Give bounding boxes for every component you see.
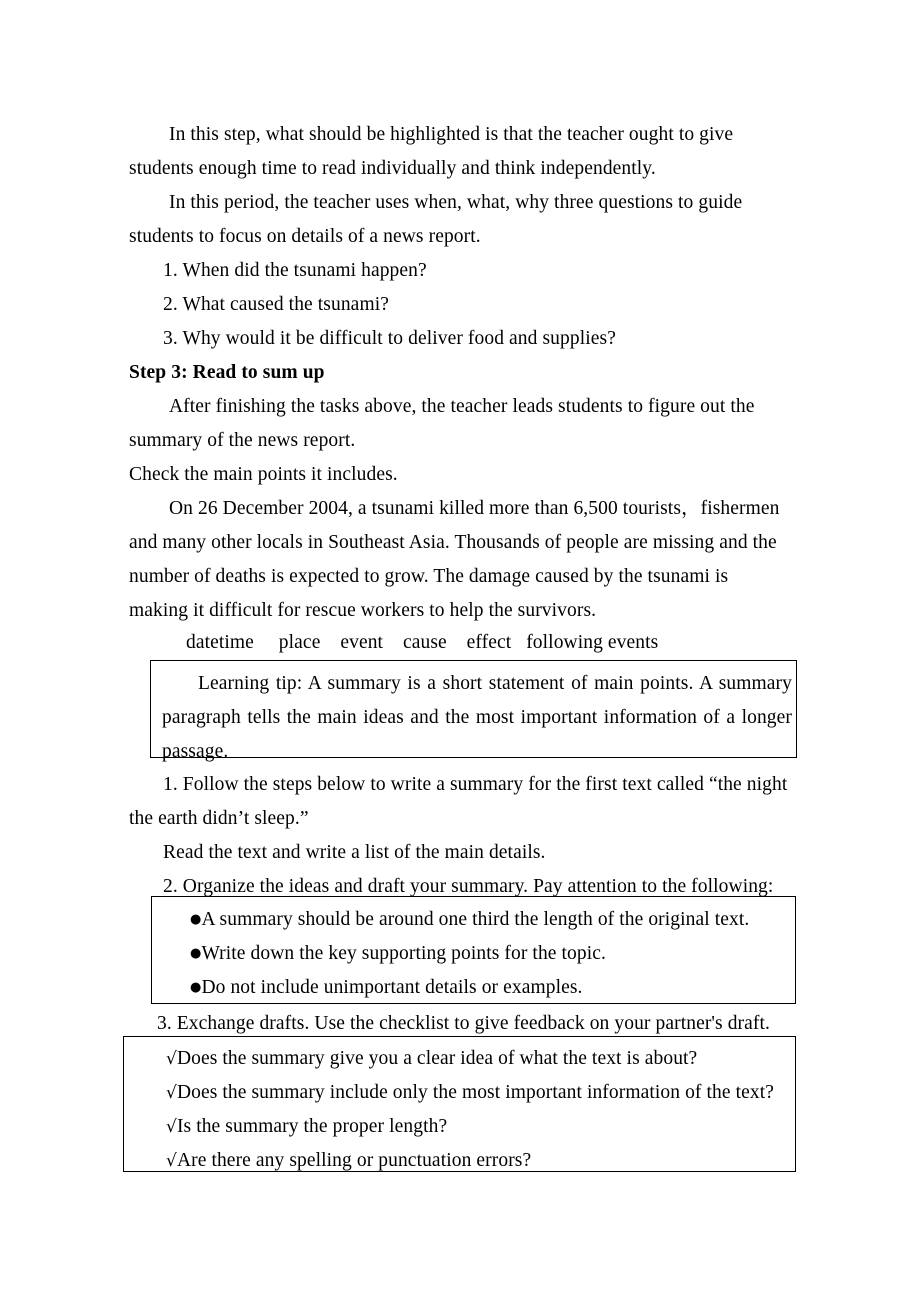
checklist-text-1: Does the summary give you a clear idea of what the text is about? — [176, 1048, 698, 1069]
task-two-instruction: 2. Organize the ideas and draft your summary. Pay attention to the following: — [163, 876, 774, 897]
paragraph-period: In this period, the teacher uses when, what, why three questions to guide students to focus on details of a news report. — [129, 192, 743, 247]
draft-tips-box — [151, 896, 796, 1004]
draft-tip-item-1 — [190, 908, 749, 932]
paragraph-after-tasks: After finishing the tasks above, the teacher leads students to figure out the summary of the news report. — [129, 396, 755, 451]
learning-tip-text: Learning tip: A summary is a short statement of main points. A summary paragraph tells the main ideas and the most important information of a longer passage. — [162, 673, 792, 762]
check-mark-icon: √ — [166, 1083, 177, 1103]
document-body — [129, 118, 791, 658]
paragraph-highlight: In this step, what should be highlighted is that the teacher ought to give students enough time to read individually and think independently. — [129, 124, 734, 179]
checklist-text-3: Is the summary the proper length? — [176, 1116, 448, 1137]
step-3-heading: Step 3: Read to sum up — [129, 362, 325, 383]
checklist-item-2 — [166, 1081, 774, 1105]
draft-tip-item-3 — [190, 976, 583, 1000]
guiding-question-2: 2. What caused the tsunami? — [163, 294, 389, 315]
checklist-item-3 — [166, 1115, 447, 1139]
checklist-item-1 — [166, 1047, 697, 1071]
check-mark-icon: √ — [166, 1151, 177, 1171]
bullet-icon: ● — [190, 946, 202, 961]
task-one-instruction: 1. Follow the steps below to write a summary for the first text called “the night the earth didn’t sleep.” — [129, 774, 788, 829]
bullet-icon: ● — [190, 980, 202, 995]
draft-tip-text-1: A summary should be around one third the length of the original text. — [201, 909, 750, 930]
guiding-question-1: 1. When did the tsunami happen? — [163, 260, 427, 281]
task-one-note: Read the text and write a list of the main details. — [163, 842, 546, 863]
draft-tip-text-2: Write down the key supporting points for the topic. — [201, 943, 606, 964]
check-mark-icon: √ — [166, 1117, 177, 1137]
paragraph-summary-model: On 26 December 2004, a tsunami killed more than 6,500 tourists，fishermen and many other locals in Southeast Asia. Thousands of people are missing and the number of deaths is expected to grow. The damage caused by the tsunami is making it difficult for rescue workers to help the survivors. — [129, 498, 780, 621]
learning-tip-box — [150, 660, 797, 762]
bullet-icon: ● — [190, 912, 202, 927]
draft-tip-item-2 — [190, 942, 606, 966]
draft-tip-text-3: Do not include unimportant details or examples. — [201, 977, 583, 998]
guiding-question-3: 3. Why would it be difficult to deliver food and supplies? — [163, 328, 616, 349]
check-mark-icon: √ — [166, 1049, 177, 1069]
task-one-group — [129, 768, 791, 904]
paragraph-check-points: Check the main points it includes. — [129, 464, 398, 485]
checklist-text-4: Are there any spelling or punctuation errors? — [176, 1150, 532, 1171]
task-three-instruction: 3. Exchange drafts. Use the checklist to give feedback on your partner's draft. — [157, 1013, 770, 1034]
checklist-item-4 — [166, 1149, 531, 1173]
summary-keyword-row: datetime place event cause effect following events — [186, 632, 659, 653]
checklist-text-2: Does the summary include only the most important information of the text? — [176, 1082, 774, 1103]
feedback-checklist-box — [123, 1036, 796, 1172]
